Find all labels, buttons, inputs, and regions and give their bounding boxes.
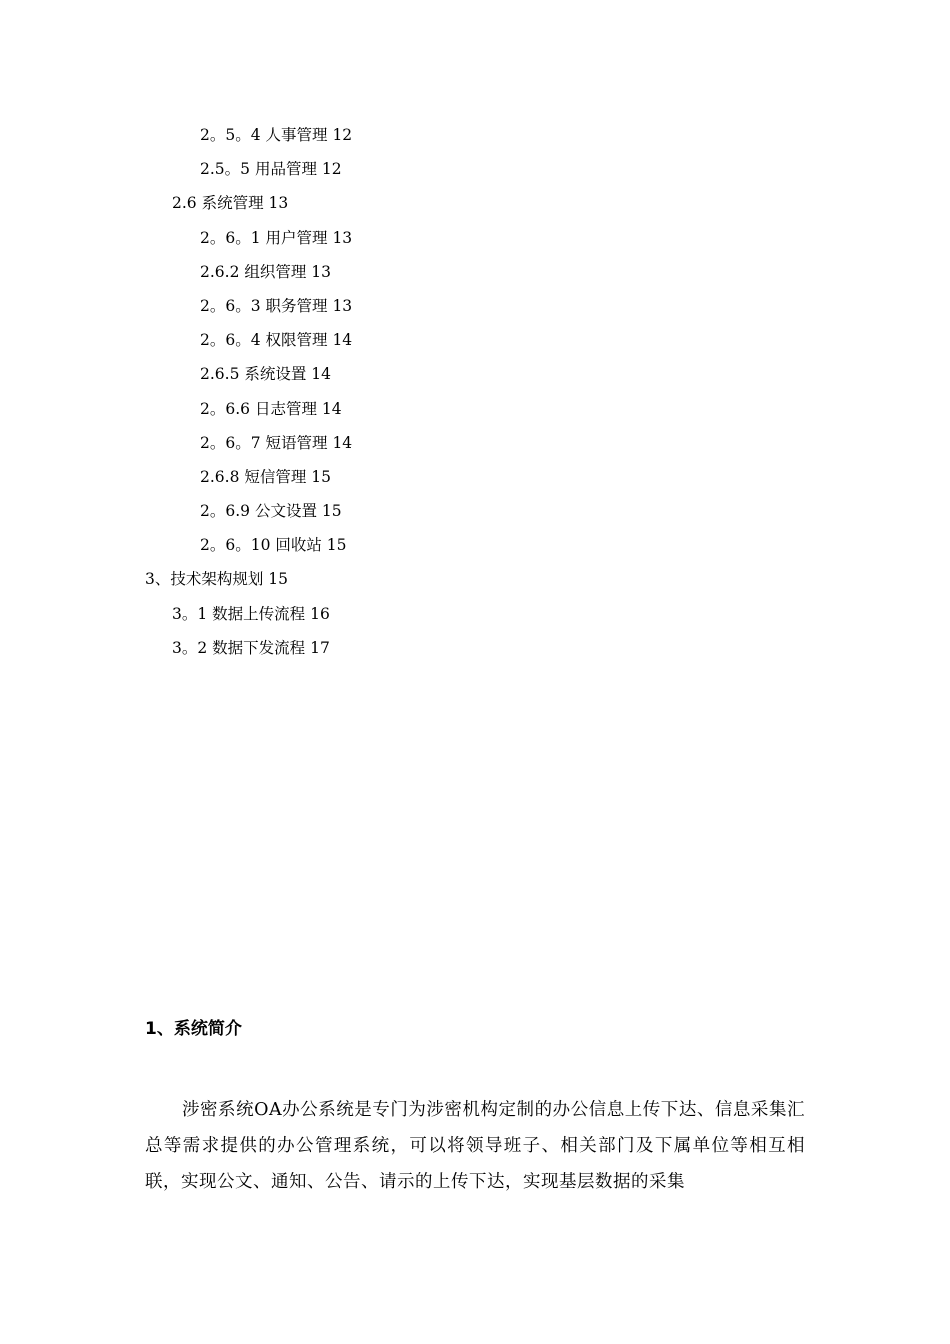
intro-paragraph: 涉密系统OA办公系统是专门为涉密机构定制的办公信息上传下达、信息采集汇总等需求提供的办公管理系统，可以将领导班子、相关部门及下属单位等相互相联，实现公文、通知、公告、请示的上传下达，实现基层数据的采集: [145, 1100, 805, 1192]
table-of-contents: [0, 118, 950, 665]
toc-entry[interactable]: 3。2 数据下发流程 17: [172, 638, 330, 657]
toc-entry[interactable]: 2。6。3 职务管理 13: [200, 296, 353, 315]
toc-entry[interactable]: 2.6 系统管理 13: [172, 194, 289, 213]
toc-entry[interactable]: 2。6.6 日志管理 14: [200, 399, 342, 418]
toc-entry[interactable]: 2。6。4 权限管理 14: [200, 331, 353, 350]
toc-entry[interactable]: 2.5。5 用品管理 12: [200, 160, 342, 179]
section-heading: 1、系统简介: [145, 1019, 242, 1039]
toc-entry[interactable]: 2.6.2 组织管理 13: [200, 262, 332, 281]
toc-entry[interactable]: 2.6.5 系统设置 14: [200, 365, 332, 384]
toc-entry[interactable]: 2。6.9 公文设置 15: [200, 502, 342, 521]
toc-entry[interactable]: 3、技术架构规划 15: [145, 570, 289, 589]
toc-entry[interactable]: 2.6.8 短信管理 15: [200, 467, 332, 486]
toc-entry[interactable]: 2。6。1 用户管理 13: [200, 228, 353, 247]
toc-entry[interactable]: 2。6。10 回收站 15: [200, 536, 347, 555]
toc-entry[interactable]: 2。5。4 人事管理 12: [200, 126, 353, 144]
toc-entry[interactable]: 3。1 数据上传流程 16: [172, 604, 330, 623]
toc-entry[interactable]: 2。6。7 短语管理 14: [200, 433, 353, 452]
